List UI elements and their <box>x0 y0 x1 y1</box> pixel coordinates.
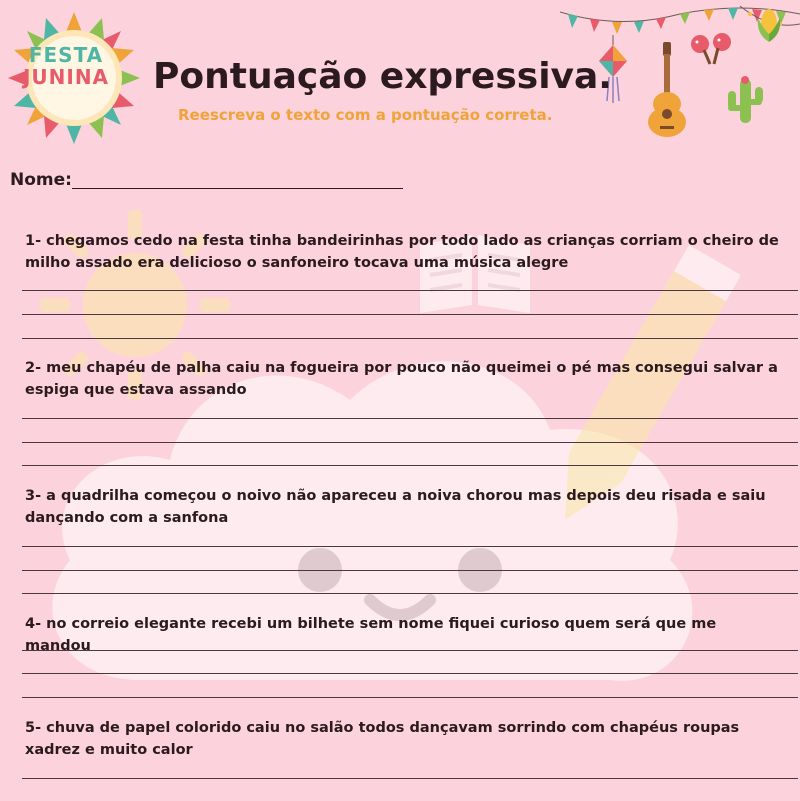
answer-line[interactable] <box>22 673 798 674</box>
answer-line[interactable] <box>22 570 798 571</box>
question-1: 1- chegamos cedo na festa tinha bandeirinhas por todo lado as crianças corriam o cheiro de milho assado era delicioso o sanfoneiro tocava uma música alegre <box>25 233 779 271</box>
answer-line[interactable] <box>22 465 798 466</box>
question-4: 4- no correio elegante recebi um bilhete sem nome fiquei curioso quem será que me mandou <box>25 616 717 654</box>
answer-line[interactable] <box>22 650 798 651</box>
answer-line[interactable] <box>22 697 798 698</box>
answer-line[interactable] <box>22 593 798 594</box>
answer-line[interactable] <box>22 338 798 339</box>
question-3: 3- a quadrilha começou o noivo não apareceu a noiva chorou mas depois deu risada e saiu dançando com a sanfona <box>25 488 766 526</box>
cactus-icon <box>724 75 766 127</box>
page-title: Pontuação expressiva. <box>153 56 612 97</box>
answer-line[interactable] <box>22 442 798 443</box>
name-input-line[interactable] <box>72 188 403 189</box>
name-label: Nome: <box>10 170 72 190</box>
answer-line[interactable] <box>22 418 798 419</box>
answer-line[interactable] <box>22 778 798 779</box>
corn-icon <box>752 4 786 44</box>
answer-line[interactable] <box>22 290 798 291</box>
answer-line[interactable] <box>22 546 798 547</box>
maracas-icon <box>688 30 736 66</box>
badge-line-festa: FESTA <box>28 43 104 67</box>
question-5: 5- chuva de papel colorido caiu no salão todos dançavam sorrindo com chapéus roupas xadrez e muito calor <box>25 720 740 758</box>
guitar-icon <box>643 42 689 138</box>
badge-line-junina: JUNINA <box>22 65 110 89</box>
question-2: 2- meu chapéu de palha caiu na fogueira por pouco não queimei o pé mas consegui salvar a espiga que estava assando <box>25 360 778 398</box>
answer-line[interactable] <box>22 314 798 315</box>
page-subtitle: Reescreva o texto com a pontuação correta. <box>178 106 553 124</box>
